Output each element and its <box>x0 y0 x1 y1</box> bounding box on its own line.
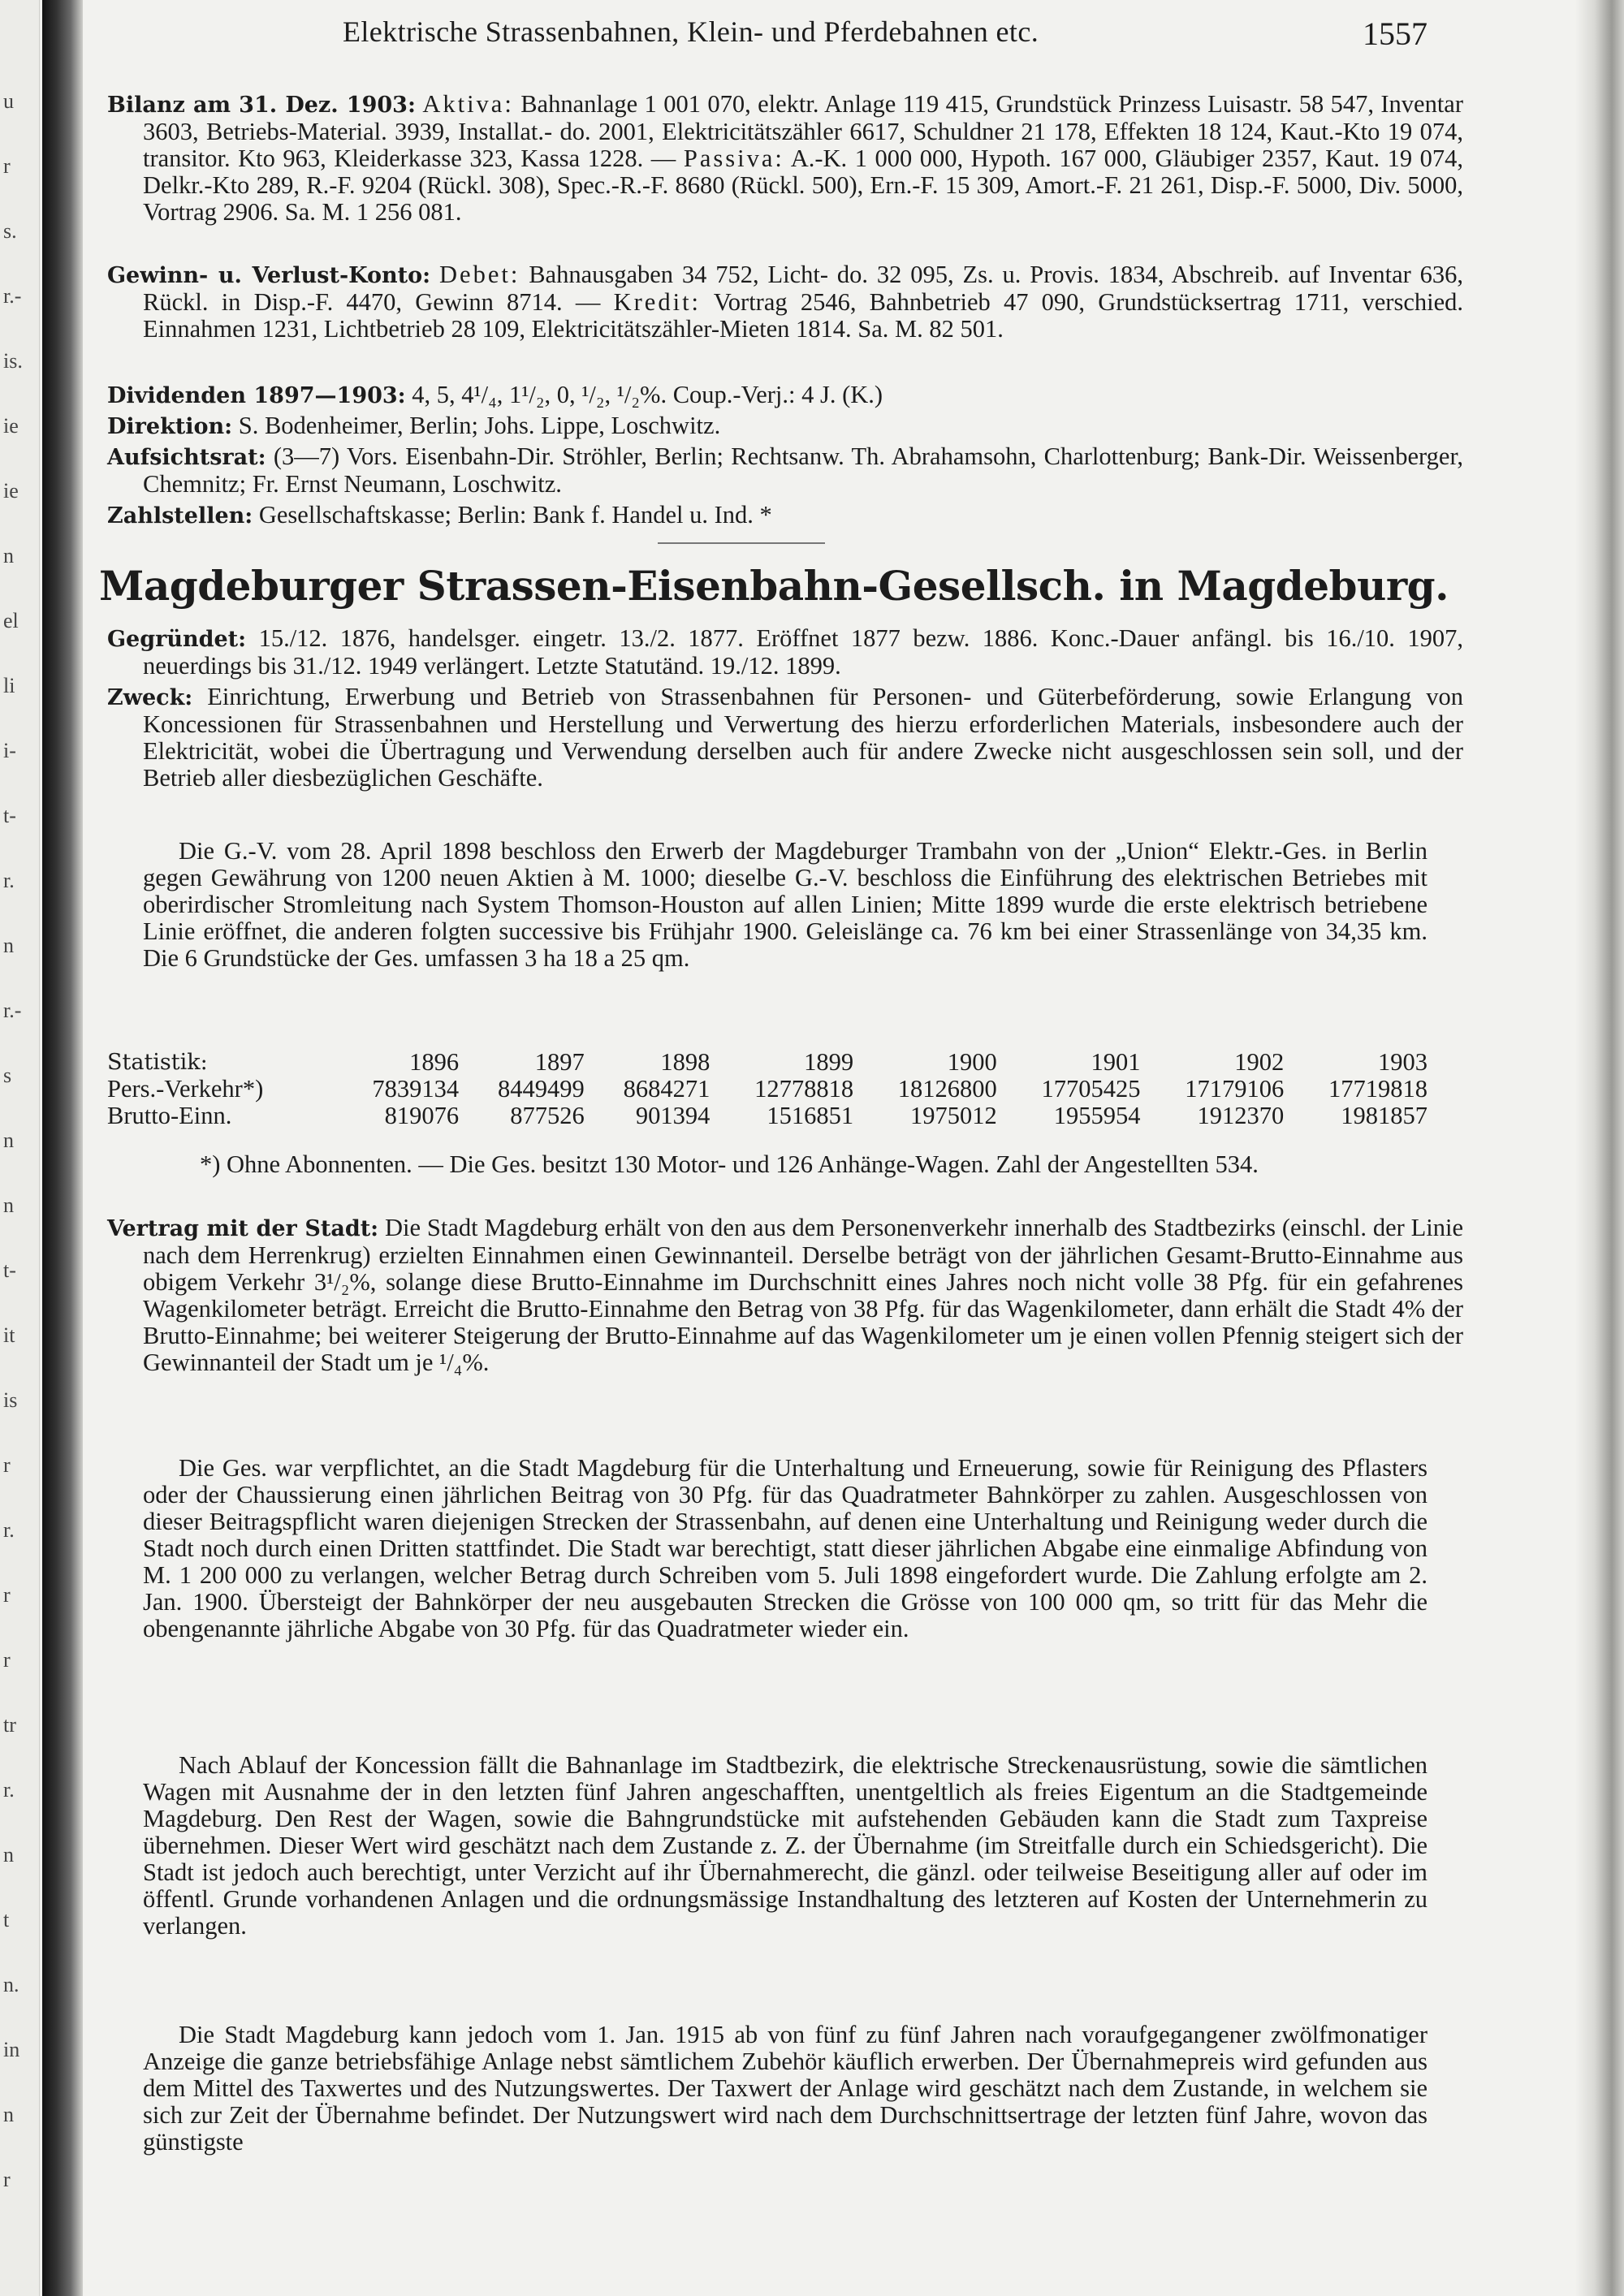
gewinn-entry <box>107 261 1463 343</box>
statistik-row-label: Pers.-Verkehr*) <box>107 1075 264 1103</box>
margin-fragment: n <box>3 1193 14 1217</box>
margin-fragment: r <box>3 1583 11 1607</box>
statistik-cell: 1955954 <box>1053 1102 1141 1129</box>
margin-fragment: li <box>3 674 15 697</box>
aufsichtsrat-label: Aufsichtsrat: <box>107 445 266 470</box>
statistik-cell: 1981857 <box>1341 1102 1427 1129</box>
zweck-paragraph-2: Die G.-V. vom 28. April 1898 beschloss den Erwerb der Magdeburger Trambahn von der „Union“ Elektr.-Ges. in Berlin gegen Gewährung von 1200 neuen Aktien à M. 1000; dieselbe G.-V. beschloss die Einführung des elektrischen Betriebes mit oberirdischer Stromleitung nach System Thomson-Houston auf allen Linien; Mitte 1899 wurde die erste elektrisch betriebene Linie eröffnet, die anderen folgten successive bis Frühjahr 1900. Geleislänge ca. 76 km bei einer Strassenlänge von 34,35 km. Die 6 Grundstücke der Ges. umfassen 3 ha 18 a 25 qm. <box>143 837 1427 972</box>
running-header <box>107 15 1427 50</box>
passiva-label: Passiva: <box>683 145 784 172</box>
statistik-cell: 1516851 <box>767 1102 854 1129</box>
margin-fragment: is <box>3 1388 18 1412</box>
statistik-cell: 17719818 <box>1328 1075 1427 1103</box>
margin-fragment: r. <box>3 1518 15 1542</box>
aufsichtsrat-entry <box>107 443 1463 498</box>
statistik-year-header: 1902 <box>1234 1048 1285 1076</box>
statistik-year-header: 1897 <box>534 1048 585 1076</box>
margin-fragment: r.- <box>3 284 22 308</box>
gegruendet-text: 15./12. 1876, handelsger. eingetr. 13./2. 1877. Eröffnet 1877 bezw. 1886. Konc.-Dauer anfängl. bis 16./10. 1907, neuerdings bis 31./12. 1949 verlängert. Letzte Statutänd. 19./12. 1899. <box>143 624 1463 680</box>
statistik-cell: 17705425 <box>1041 1075 1141 1103</box>
margin-fragment: s. <box>3 219 17 243</box>
margin-fragment: n <box>3 1843 14 1867</box>
bilanz-label: Bilanz am 31. Dez. 1903: <box>107 93 416 118</box>
section-divider <box>658 542 825 544</box>
statistik-year-header: 1903 <box>1378 1048 1427 1076</box>
debet-text: Bahnausgaben 34 752, Licht- do. 32 095, Zs. u. Provis. 1834, Abschreib. auf Inventar 636, Rückl. in Disp.-F. 4470, Gewinn 8714. — <box>143 261 1464 316</box>
table-row <box>107 1076 1427 1103</box>
page-edge-shadow <box>1575 0 1624 2296</box>
margin-fragment: i- <box>3 739 16 762</box>
margin-fragment: s <box>3 1064 12 1087</box>
statistik-cell: 17179106 <box>1185 1075 1285 1103</box>
zahlstellen-label: Zahlstellen: <box>107 503 253 529</box>
statistik-cell: 12778818 <box>754 1075 854 1103</box>
direktion-label: Direktion: <box>107 414 233 439</box>
table-row <box>107 1103 1427 1129</box>
margin-fragment: t- <box>3 804 16 827</box>
margin-fragment: t- <box>3 1258 16 1282</box>
kredit-text: Vortrag 2546, Bahnbetrieb 47 090, Grundstücksertrag 1711, verschied. Einnahmen 1231, Lichtbetrieb 28 109, Elektricitätszähler-Mieten 1814. Sa. M. 82 501. <box>143 288 1463 343</box>
aufsichtsrat-text: (3—7) Vors. Eisenbahn-Dir. Ströhler, Berlin; Rechtsanw. Th. Abrahamsohn, Charlottenburg; Bank-Dir. Weissenberger, Chemnitz; Fr. Ernst Neumann, Loschwitz. <box>143 442 1464 498</box>
margin-fragment: r <box>3 1648 11 1672</box>
gewinn-label: Gewinn- u. Verlust-Konto: <box>107 263 431 288</box>
margin-fragment: el <box>3 609 19 632</box>
margin-fragment: t <box>3 1908 10 1931</box>
zweck-label: Zweck: <box>107 685 193 710</box>
statistik-cell: 8449499 <box>497 1075 585 1103</box>
statistik-year-header: 1899 <box>804 1048 854 1076</box>
margin-fragment: r. <box>3 1778 15 1802</box>
statistik-footnote: *) Ohne Abonnenten. — Die Ges. besitzt 130 Motor- und 126 Anhänge-Wagen. Zahl der Angestellten 534. <box>200 1150 1259 1178</box>
dividenden-label: Dividenden 1897—1903: <box>107 383 406 408</box>
statistik-year-header: 1896 <box>409 1048 460 1076</box>
previous-page-edge <box>0 0 40 2296</box>
book-gutter-shadow <box>42 0 83 2296</box>
margin-fragment: r <box>3 154 11 178</box>
kredit-label: Kredit: <box>613 288 702 316</box>
statistik-label: Statistik: <box>107 1050 208 1075</box>
vertrag-paragraph-4: Die Stadt Magdeburg kann jedoch vom 1. Jan. 1915 ab von fünf zu fünf Jahren nach voraufgegangener zwölfmonatiger Anzeige die ganze betriebsfähige Anlage nebst sämtlichem Zubehör käuflich erwerben. Der Übernahmepreis wird gefunden aus dem Mittel des Taxwertes und des Nutzungswertes. Der Taxwert der Anlage wird geschätzt nach dem Zustande, in welchem sie sich zur Zeit der Übernahme befindet. Der Nutzungswert wird nach dem Durchschnittsertrage der letzten fünf Jahre, wovon das günstigste <box>143 2021 1427 2156</box>
direktion-text: S. Bodenheimer, Berlin; Johs. Lippe, Loschwitz. <box>238 412 721 439</box>
aktiva-label: Aktiva: <box>422 90 514 118</box>
statistik-cell: 901394 <box>635 1102 710 1129</box>
margin-fragment: u <box>3 89 14 113</box>
vertrag-entry <box>107 1215 1463 1376</box>
zahlstellen-entry <box>107 502 1463 529</box>
margin-fragment: tr <box>3 1713 16 1737</box>
bilanz-entry <box>107 91 1463 226</box>
margin-fragment: ie <box>3 479 19 503</box>
zweck-text: Einrichtung, Erwerbung und Betrieb von Strassenbahnen für Personen- und Güterbeförderung, sowie Erlangung von Koncessionen für Strassenbahnen und Herstellung und Verwertung des hierzu erforderlichen Materials, insbesondere auch der Elektricität, wobei die Übertragung und Verwendung derselben auch für andere Zwecke nicht ausgeschlossen sein soll, und der Betrieb aller diesbezüglichen Geschäfte. <box>143 683 1463 792</box>
statistik-cell: 18126800 <box>897 1075 997 1103</box>
vertrag-paragraph-1: Die Stadt Magdeburg erhält von den aus dem Personenverkehr innerhalb des Stadtbezirks (einschl. der Linie nach dem Herrenkrug) erzielten Einnahmen einen Gewinnanteil. Derselbe beträgt von der jährlichen Gesamt-Brutto-Einnahme aus obigem Verkehr 3¹/₂%, solange diese Brutto-Einnahme im Durchschnitt eines Jahres noch nicht volle 38 Pfg. für ein gefahrenes Wagenkilometer beträgt. Erreicht die Brutto-Einnahme den Betrag von 38 Pfg. für das Wagenkilometer, dann erhält die Stadt 4% der Brutto-Einnahme; bei weiterer Steigerung der Brutto-Einnahme auf das Wagenkilometer um je einen vollen Pfennig steigert sich der Gewinnanteil der Stadt um je ¹/₄%. <box>143 1214 1463 1376</box>
margin-fragment: is. <box>3 349 23 373</box>
margin-fragment: r. <box>3 869 15 892</box>
running-title: Elektrische Strassenbahnen, Klein- und Pferdebahnen etc. <box>343 15 1039 48</box>
statistik-cell: 8684271 <box>623 1075 710 1103</box>
statistik-table <box>107 1049 1427 1129</box>
dividenden-text: 4, 5, 4¹/₄, 1¹/₂, 0, ¹/₂, ¹/₂%. Coup.-Verj.: 4 J. (K.) <box>412 381 883 408</box>
direktion-entry <box>107 412 1463 440</box>
debet-label: Debet: <box>439 261 520 288</box>
gegruendet-label: Gegründet: <box>107 627 247 652</box>
margin-fragment: ie <box>3 414 19 438</box>
statistik-cell: 819076 <box>384 1102 460 1129</box>
margin-fragment: in <box>3 2038 20 2061</box>
statistik-year-header: 1898 <box>660 1048 710 1076</box>
statistik-cell: 1975012 <box>910 1102 997 1129</box>
vertrag-label: Vertrag mit der Stadt: <box>107 1216 379 1241</box>
company-title: Magdeburger Strassen-Eisenbahn-Gesellsch. in Magdeburg. <box>99 562 1449 610</box>
statistik-cell: 1912370 <box>1197 1102 1285 1129</box>
statistik-cell: 877526 <box>510 1102 585 1129</box>
statistik-body <box>107 1076 1427 1129</box>
zahlstellen-text: Gesellschaftskasse; Berlin: Bank f. Handel u. Ind. * <box>258 501 772 529</box>
zweck-entry <box>107 684 1463 792</box>
statistik-header-row <box>107 1049 1427 1076</box>
page-number: 1557 <box>1363 15 1427 52</box>
statistik-year-header: 1900 <box>947 1048 997 1076</box>
passiva-text: A.-K. 1 000 000, Hypoth. 167 000, Gläubiger 2357, Kaut. 19 074, Delkr.-Kto 289, R.-F. 9204 (Rückl. 308), Spec.-R.-F. 8680 (Rückl. 500), Ern.-F. 15 309, Amort.-F. 21 261, Disp.-F. 5000, Div. 5000, Vortrag 2906. Sa. M. 1 256 081. <box>143 145 1464 226</box>
statistik-year-header: 1901 <box>1091 1048 1141 1076</box>
margin-fragment: n <box>3 934 14 957</box>
margin-fragment: n <box>3 544 14 568</box>
aktiva-text: Bahnanlage 1 001 070, elektr. Anlage 119 415, Grundstück Prinzess Luisastr. 58 547, Inventar 3603, Betriebs-Material. 3939, Installat.- do. 2001, Elektricitätszähler 6617, Schuldner 21 178, Effekten 18 124, Kaut.-Kto 19 074, transitor. Kto 963, Kleiderkasse 323, Kassa 1228. — <box>143 90 1463 172</box>
statistik-cell: 7839134 <box>372 1075 460 1103</box>
margin-fragment: r <box>3 1453 11 1477</box>
vertrag-paragraph-3: Nach Ablauf der Koncession fällt die Bahnanlage im Stadtbezirk, die elektrische Streckenausrüstung, sowie die sämtlichen Wagen mit Ausnahme der in den letzten fünf Jahren angeschafften, unentgeltlich als freies Eigentum an die Stadtgemeinde Magdeburg. Den Rest der Wagen, sowie die Bahngrundstücke mit aufstehenden Gebäuden kann die Stadt zum Taxpreise übernehmen. Dieser Wert wird geschätzt nach dem Zustande z. Z. der Übernahme (im Streitfalle durch ein Schiedsgericht). Die Stadt ist jedoch auch berechtigt, unter Verzicht auf ihr Übernahmerecht, die gänzl. oder teilweise Beseitigung aller auf oder im öffentl. Grunde vorhandenen Anlagen und die ordnungsmässige Instandhaltung des letzteren auf Kosten der Unternehmerin zu verlangen. <box>143 1751 1427 1940</box>
gegruendet-entry <box>107 625 1463 680</box>
margin-fragment: r.- <box>3 999 22 1022</box>
dividenden-entry <box>107 382 1463 409</box>
margin-fragment: n <box>3 2103 14 2126</box>
margin-fragment: it <box>3 1323 15 1347</box>
vertrag-paragraph-2: Die Ges. war verpflichtet, an die Stadt Magdeburg für die Unterhaltung und Erneuerung, sowie für Reinigung des Pflasters oder der Chaussierung einen jährlichen Beitrag von 30 Pfg. für das Quadratmeter Bahnkörper zu zahlen. Ausgeschlossen von dieser Beitragspflicht waren diejenigen Strecken der Strassenbahn, auf denen eine Unterhaltung und Reinigung weder durch die Stadt noch durch einen Dritten stattfindet. Die Stadt war berechtigt, statt dieser jährlichen Abgabe eine einmalige Abfindung von M. 1 200 000 zu verlangen, welcher Betrag durch Schreiben vom 5. Juli 1898 eingefordert wurde. Die Zahlung erfolgte am 2. Jan. 1900. Übersteigt der Bahnkörper der neu ausgebauten Strecken die Grösse von 100 000 qm, so tritt für das Mehr die obengenannte jährliche Abgabe von 30 Pfg. für das Quadratmeter wieder ein. <box>143 1454 1427 1642</box>
statistik-row-label: Brutto-Einn. <box>107 1102 232 1129</box>
margin-fragment: n <box>3 1129 14 1152</box>
margin-fragment: r <box>3 2168 11 2191</box>
margin-fragment: n. <box>3 1973 19 1996</box>
